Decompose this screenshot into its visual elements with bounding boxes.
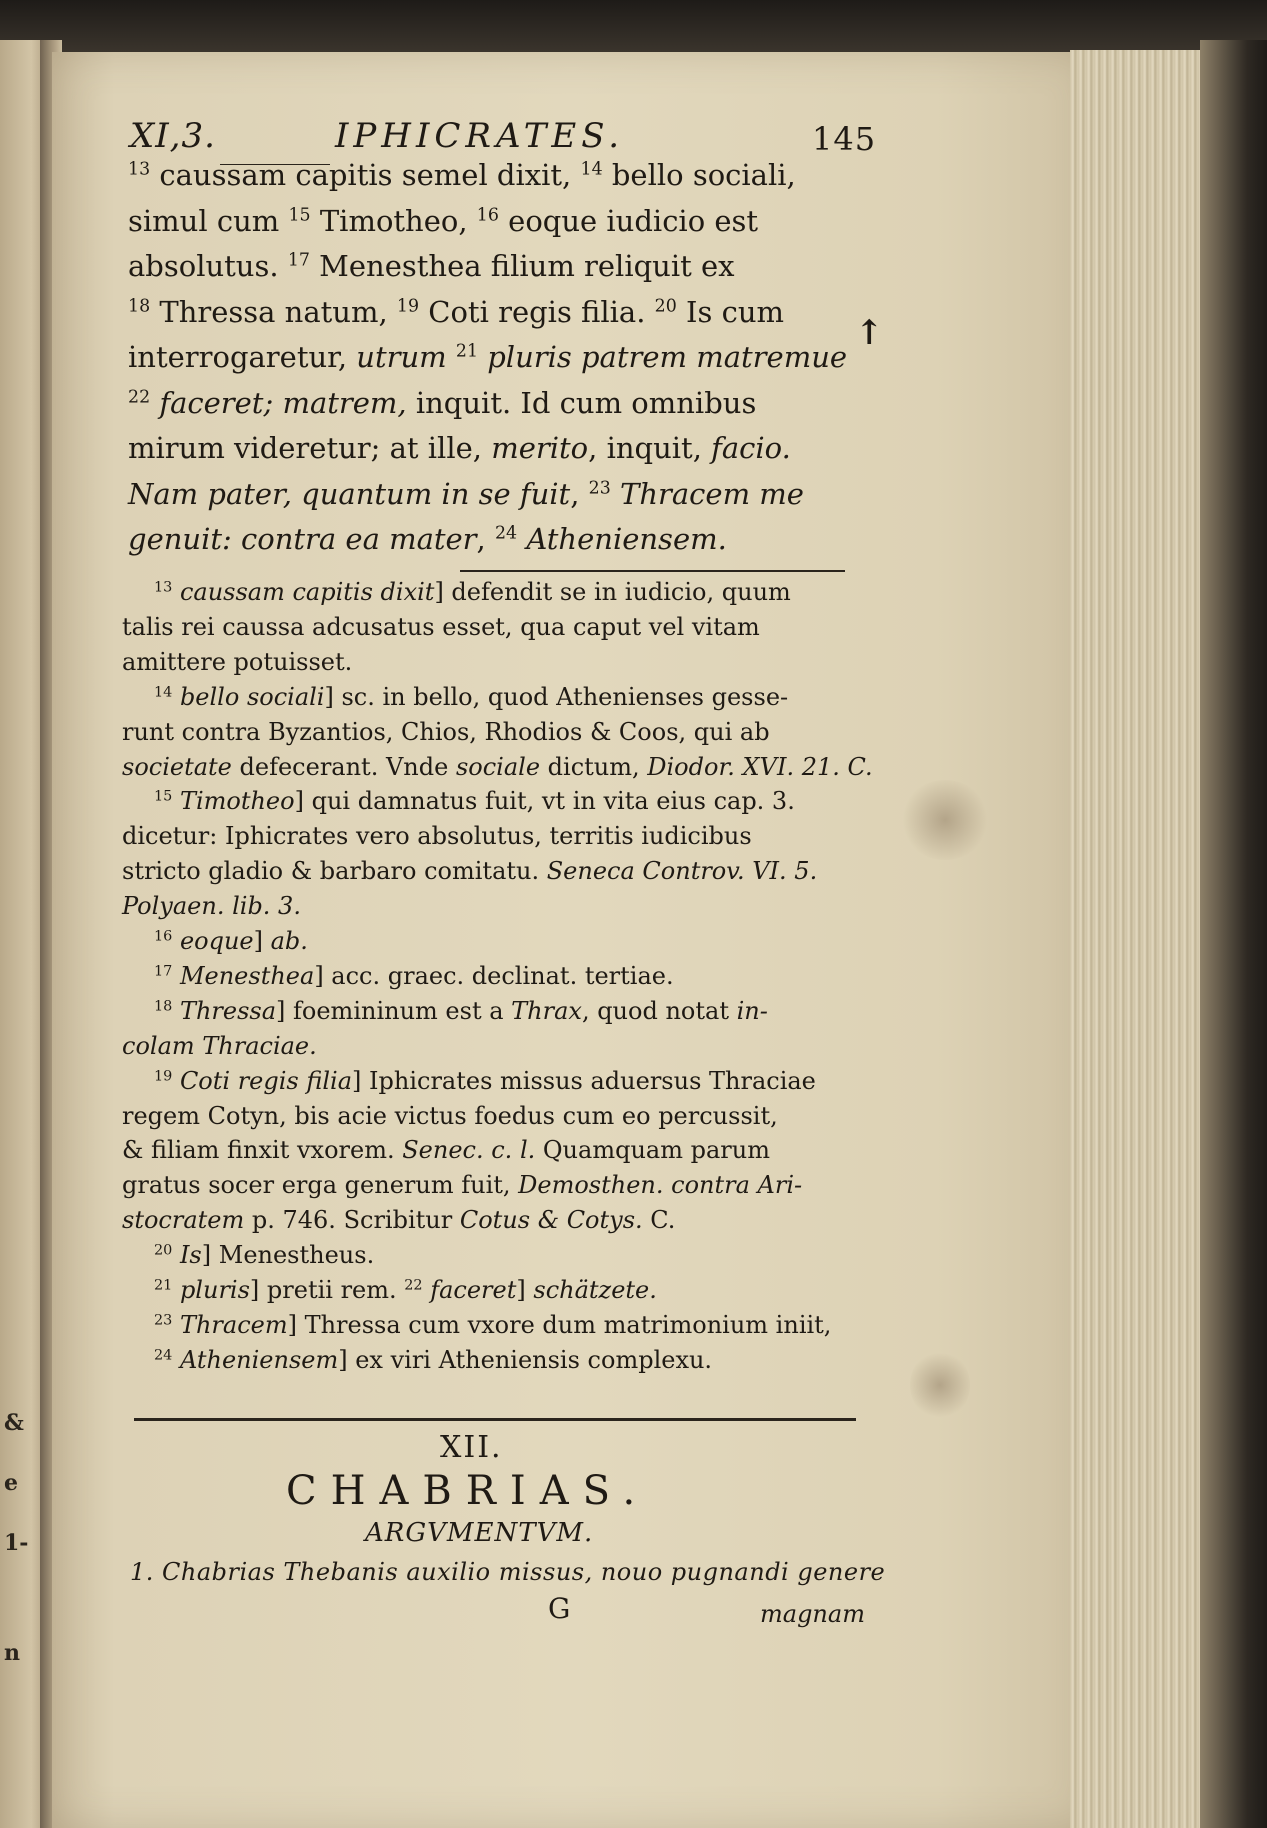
argument-line: 1. Chabrias Thebanis auxilio missus, nouo pugnandi genere [130, 1558, 886, 1586]
main-text-line [128, 249, 735, 283]
text-segment: stocratem [122, 1206, 245, 1235]
text-segment: inquit. Id cum omnibus [406, 385, 757, 420]
text-segment: ] [516, 1276, 534, 1304]
text-segment: defecerant. Vnde [231, 752, 456, 781]
footnote-line [154, 578, 791, 606]
footnote-line [154, 1276, 657, 1304]
footnote-line [122, 1206, 675, 1234]
footnote-line [154, 927, 308, 955]
text-segment: Coti regis filia. [419, 294, 655, 329]
footnote-line [154, 1311, 831, 1339]
text-segment: Thracem me [610, 476, 804, 511]
note-reference: 16 [476, 205, 499, 226]
text-segment: schätzete. [533, 1276, 657, 1304]
text-segment: regem Cotyn, bis acie victus foedus cum eo percussit, [122, 1101, 778, 1130]
footnote-line [122, 718, 770, 746]
main-text-line [128, 431, 791, 465]
text-segment: utrum [356, 340, 456, 374]
text-segment: Timotheo [172, 787, 295, 816]
text-segment: Is cum [676, 294, 785, 329]
note-reference: 17 [287, 250, 310, 271]
text-segment: Seneca Controv. VI. 5. [546, 857, 818, 886]
main-text-end-rule [460, 570, 845, 572]
text-segment: caussam capitis dixit [172, 578, 435, 606]
page-block-edge [1070, 50, 1210, 1828]
text-segment: ] sc. in bello, quod Athenienses gesse- [324, 682, 789, 711]
section-rule [134, 1418, 856, 1421]
text-segment: Menesthea [172, 961, 315, 990]
note-reference: 24 [154, 1347, 173, 1364]
text-segment: Timotheo, [310, 203, 477, 238]
text-segment: , [476, 522, 495, 556]
text-segment: eoque [172, 927, 254, 955]
text-segment: p. 746. Scribitur [244, 1206, 460, 1235]
footnote-line [122, 1102, 778, 1130]
facing-page-text-fragments: & e 1- n [4, 1410, 29, 1666]
text-segment: ] Thressa cum vxore dum matrimonium iniit, [287, 1310, 832, 1339]
note-reference: 15 [288, 205, 311, 226]
text-segment: Thrax [511, 996, 582, 1025]
footnote-line [122, 822, 752, 850]
footnote-line [122, 613, 760, 641]
note-reference: 16 [154, 928, 173, 945]
footnote-line [154, 1067, 816, 1095]
note-reference: 20 [154, 1242, 173, 1259]
text-segment: absolutus. [128, 249, 288, 283]
note-reference: 23 [154, 1312, 173, 1329]
text-segment: stricto gladio & barbaro comitatu. [122, 857, 547, 886]
text-segment: faceret; matrem, [150, 385, 407, 420]
scan-top-background [0, 0, 1267, 52]
text-segment: Is [172, 1241, 202, 1270]
text-segment: genuit: contra ea mater [128, 522, 477, 556]
main-text-line [128, 204, 758, 238]
footnote-line [122, 1171, 802, 1199]
text-segment: caussam capitis semel dixit, [150, 158, 581, 192]
text-segment: gratus socer erga generum fuit, [122, 1171, 519, 1200]
text-segment: ] [253, 927, 271, 955]
main-text-line [128, 295, 784, 329]
section-number: XII. [440, 1430, 503, 1465]
text-segment: , [570, 476, 589, 511]
text-segment: , quod notat [581, 996, 737, 1025]
running-head-left: XI,3. [130, 116, 216, 156]
footnote-line [154, 683, 788, 711]
note-reference: 17 [154, 963, 173, 980]
text-segment: Coti regis filia [172, 1066, 353, 1095]
text-segment: ] acc. graec. declinat. tertiae. [314, 961, 674, 990]
margin-arrow-icon: ↑ [855, 313, 884, 353]
footnote-line [122, 857, 817, 885]
text-segment: Thressa [172, 996, 277, 1025]
note-reference: 15 [154, 788, 173, 805]
text-segment: Menesthea filium reliquit ex [309, 249, 735, 283]
note-reference: 14 [580, 159, 603, 180]
text-segment: colam Thraciae. [122, 1031, 317, 1060]
text-segment: merito [491, 431, 589, 465]
text-segment: pluris patrem matremue [478, 340, 848, 374]
text-segment: ] qui damnatus fuit, vt in vita eius cap. 3. [294, 787, 795, 816]
text-segment: faceret [422, 1276, 517, 1304]
text-segment: bello sociali, [602, 158, 796, 192]
argument-heading: ARGVMENTVM. [365, 1518, 594, 1548]
text-segment: ] Menestheus. [201, 1241, 375, 1270]
footnote-line [154, 962, 674, 990]
text-segment: in- [736, 996, 768, 1025]
text-segment: & filiam finxit vxorem. [122, 1136, 403, 1165]
text-segment: facio. [711, 431, 791, 465]
text-segment: societate [122, 752, 232, 781]
note-reference: 13 [154, 579, 173, 596]
page-number: 145 [812, 120, 877, 158]
main-text-line [128, 158, 796, 192]
note-reference: 18 [128, 296, 151, 317]
note-reference: 18 [154, 998, 173, 1015]
text-segment: bello sociali [172, 682, 325, 711]
text-segment: C. [642, 1206, 676, 1235]
text-segment: Atheniensem. [517, 522, 727, 556]
footnote-line [154, 1241, 374, 1269]
book-edge-shadow [1200, 40, 1267, 1828]
text-segment: pluris [172, 1276, 250, 1304]
text-segment: ] defendit se in iudicio, quum [434, 578, 791, 606]
text-segment: ] Iphicrates missus aduersus Thraciae [352, 1066, 816, 1095]
note-reference: 13 [128, 159, 151, 180]
note-reference: 22 [404, 1277, 423, 1294]
text-segment: Polyaen. lib. 3. [122, 892, 301, 921]
note-reference: 21 [154, 1277, 173, 1294]
footnote-line [154, 1346, 712, 1374]
text-segment: Diodor. XVI. 21. C. [647, 752, 873, 781]
text-segment: interrogaretur, [128, 340, 357, 374]
catchword: magnam [760, 1600, 865, 1628]
footnote-line [122, 1032, 317, 1060]
text-segment: Thracem [172, 1310, 288, 1339]
note-reference: 24 [494, 523, 518, 544]
text-segment: eoque iudicio est [498, 203, 759, 238]
note-reference: 23 [588, 478, 611, 499]
footnote-line [122, 892, 301, 920]
text-segment: sociale [455, 752, 541, 781]
paper-stain [900, 780, 990, 860]
text-segment: mirum videretur; at ille, [128, 431, 492, 465]
text-segment: , inquit, [588, 431, 712, 465]
note-reference: 22 [128, 387, 151, 408]
note-reference: 14 [154, 684, 173, 701]
footnote-line [122, 648, 352, 676]
footnote-line [154, 787, 795, 815]
text-segment: runt contra Byzantios, Chios, Rhodios & Coos, qui ab [122, 717, 770, 746]
note-reference: 21 [455, 341, 479, 362]
text-segment: ] pretii rem. [249, 1276, 405, 1304]
text-segment: Nam pater, quantum in se fuit [128, 476, 571, 511]
text-segment: ] ex viri Atheniensis complexu. [338, 1345, 713, 1374]
note-reference: 20 [654, 296, 677, 317]
text-segment: amittere potuisset. [122, 647, 353, 676]
text-segment: dicetur: Iphicrates vero absolutus, territis iudicibus [122, 822, 752, 851]
text-segment: simul cum [128, 203, 289, 238]
main-text-line [128, 340, 847, 374]
footnote-line [122, 1136, 770, 1164]
text-segment: ] foemininum est a [276, 996, 512, 1025]
signature-mark: G [548, 1592, 571, 1625]
footnote-line [122, 753, 873, 781]
text-segment: Atheniensem [172, 1345, 339, 1374]
main-text-line [128, 477, 804, 511]
paper-stain [910, 1350, 970, 1420]
running-head-title: IPHICRATES. [335, 116, 625, 156]
main-text-line [128, 386, 756, 420]
note-reference: 19 [396, 296, 420, 317]
section-title: CHABRIAS. [286, 1468, 650, 1514]
text-segment: Quamquam parum [535, 1136, 770, 1165]
main-text-line [128, 522, 727, 556]
text-segment: Demosthen. contra Ari- [518, 1171, 803, 1200]
text-segment: ab. [270, 927, 308, 955]
text-segment: Cotus & Cotys. [459, 1206, 643, 1235]
note-reference: 19 [154, 1067, 173, 1084]
footnote-line [154, 997, 768, 1025]
text-segment: dictum, [540, 752, 648, 781]
text-segment: Senec. c. l. [402, 1136, 536, 1165]
text-segment: Thressa natum, [150, 294, 397, 329]
text-segment: talis rei caussa adcusatus esset, qua caput vel vitam [122, 612, 760, 641]
